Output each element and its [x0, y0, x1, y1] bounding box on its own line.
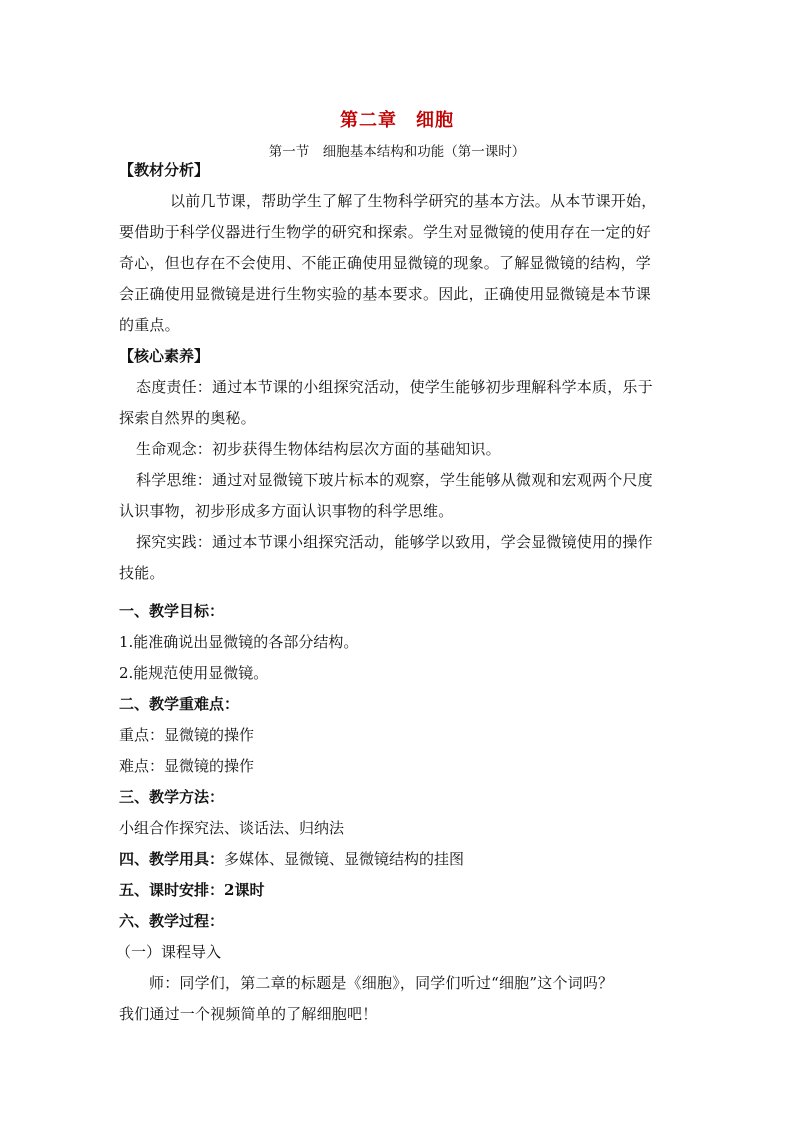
goal-item: 1.能准确说出显微镜的各部分结构。 — [119, 633, 359, 651]
core-literacy-heading: 【核心素养】 — [119, 347, 210, 365]
tools-heading: 四、教学用具： — [119, 850, 225, 868]
process-sub-heading: （一）课程导入 — [116, 943, 222, 961]
core-literacy-line: 技能。 — [119, 564, 165, 582]
goals-heading: 一、教学目标： — [119, 602, 225, 620]
schedule-heading: 五、课时安排： — [119, 881, 225, 899]
material-analysis-line: 奇心，但也存在不会使用、不能正确使用显微镜的现象。了解显微镜的结构，学 — [119, 254, 652, 272]
material-analysis-line: 以前几节课，帮助学生了解了生物科学研究的基本方法。从本节课开始， — [170, 192, 657, 210]
core-literacy-line: 探究实践：通过本节课小组探究活动，能够学以致用，学会显微镜使用的操作 — [136, 533, 653, 551]
goal-item: 2.能规范使用显微镜。 — [119, 664, 269, 682]
tools-text: 多媒体、显微镜、显微镜结构的挂图 — [224, 850, 465, 868]
process-line: 师：同学们，第二章的标题是《细胞》，同学们听过“细胞”这个词吗？ — [149, 974, 614, 992]
methods-heading: 三、教学方法： — [119, 788, 225, 806]
core-literacy-line: 生命观念：初步获得生物体结构层次方面的基础知识。 — [136, 440, 501, 458]
material-analysis-line: 会正确使用显微镜是进行生物实验的基本要求。因此，正确使用显微镜是本节课 — [119, 285, 652, 303]
key-points-heading: 二、教学重难点： — [119, 695, 240, 713]
tools-line — [119, 849, 679, 869]
core-literacy-line: 探索自然界的奥秘。 — [119, 409, 256, 427]
chapter-title: 第二章 细胞 — [340, 110, 454, 131]
process-heading: 六、教学过程： — [119, 912, 225, 930]
process-line: 我们通过一个视频简单的了解细胞吧！ — [119, 1005, 378, 1023]
schedule-line — [119, 880, 679, 900]
key-point-item: 难点：显微镜的操作 — [119, 757, 255, 775]
core-literacy-line: 科学思维：通过对显微镜下玻片标本的观察，学生能够从微观和宏观两个尺度 — [136, 471, 653, 489]
methods-text: 小组合作探究法、谈话法、归纳法 — [119, 819, 345, 837]
core-literacy-line: 态度责任：通过本节课的小组探究活动，使学生能够初步理解科学本质，乐于 — [136, 378, 653, 396]
key-point-item: 重点：显微镜的操作 — [119, 726, 255, 744]
core-literacy-line: 认识事物，初步形成多方面认识事物的科学思维。 — [119, 502, 454, 520]
schedule-text: 2课时 — [224, 881, 265, 899]
section-subtitle: 第一节 细胞基本结构和功能（第一课时） — [268, 144, 526, 160]
material-analysis-line: 要借助于科学仪器进行生物学的研究和探索。学生对显微镜的使用存在一定的好 — [119, 223, 652, 241]
material-analysis-line: 的重点。 — [119, 316, 180, 334]
material-analysis-heading: 【教材分析】 — [119, 161, 210, 179]
